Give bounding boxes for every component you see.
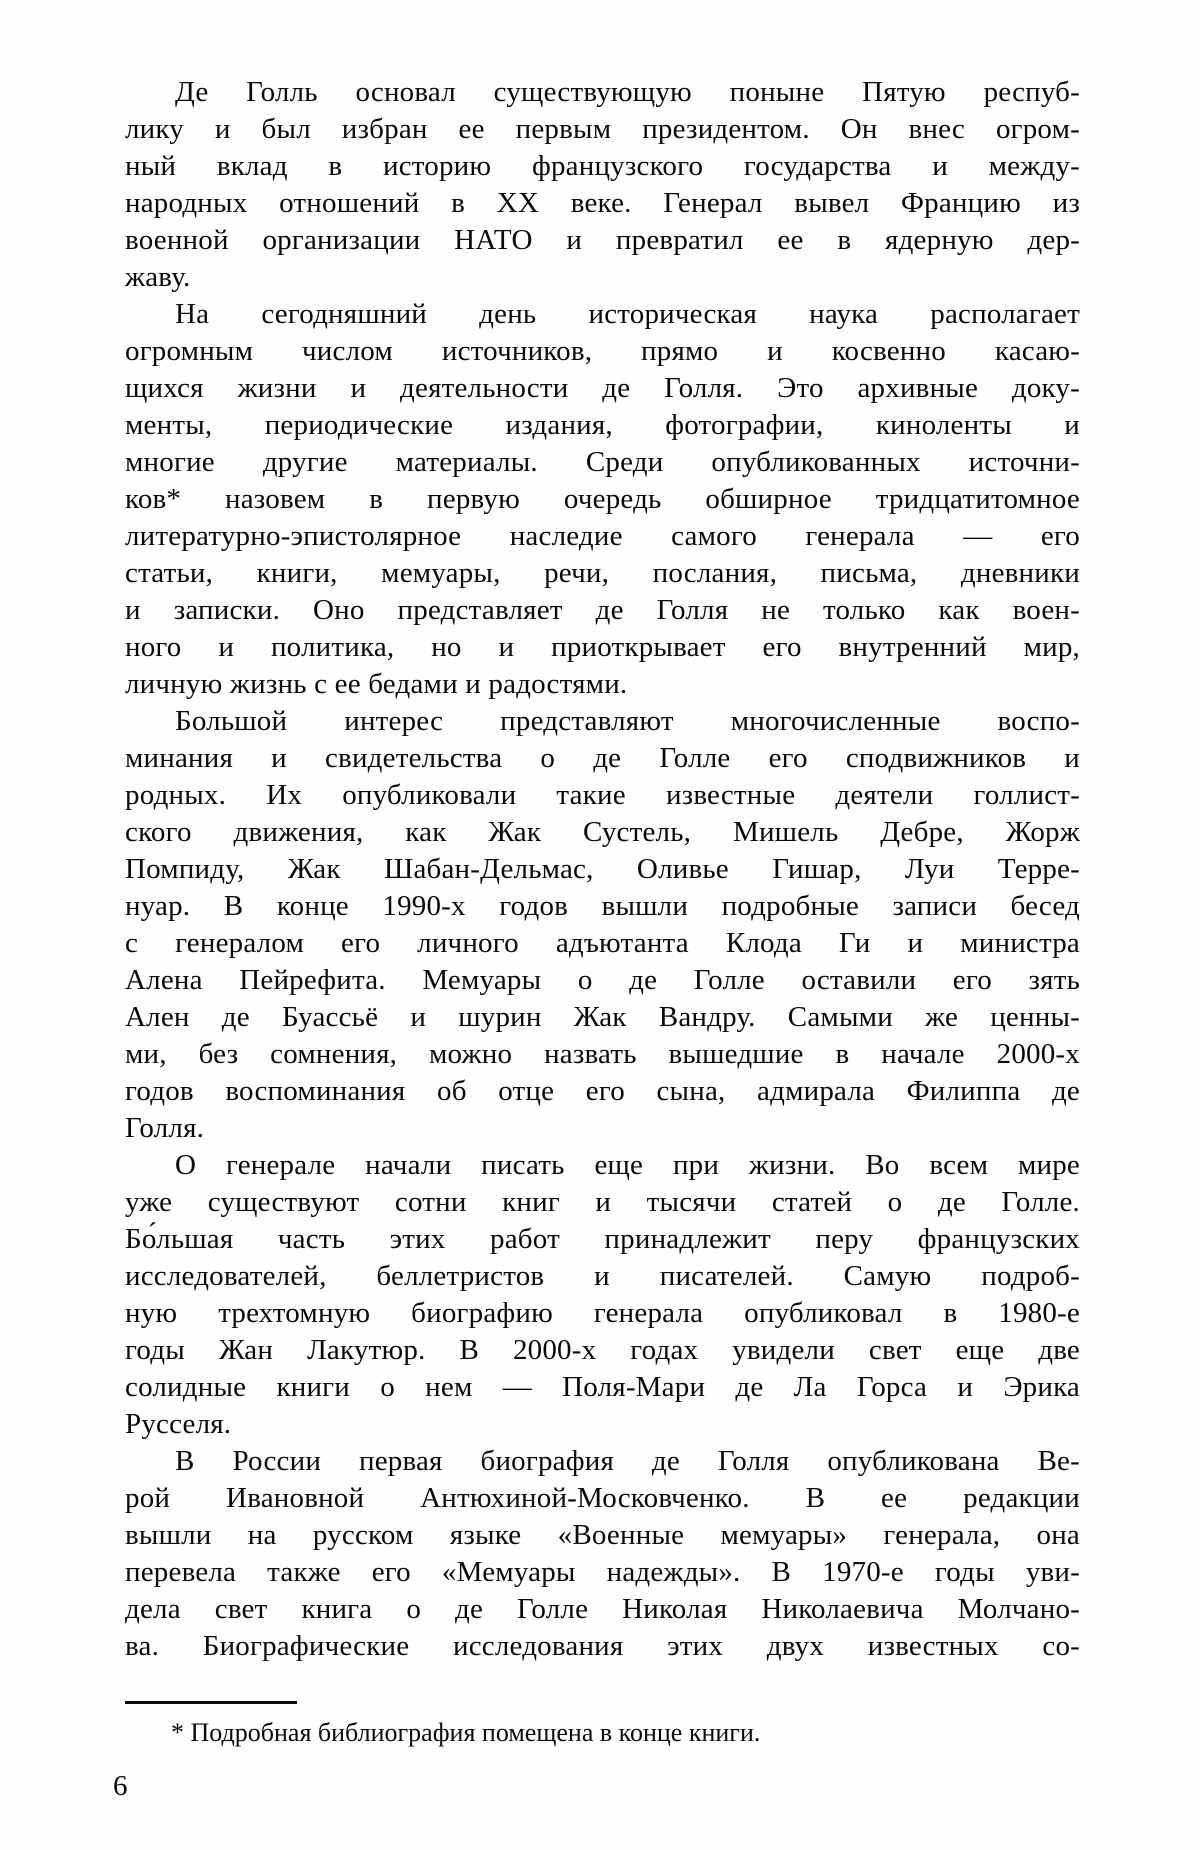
text-line: вышли на русском языке «Военные мемуары» генерала, она (125, 1519, 1080, 1551)
text-line: Помпиду, Жак Шабан-Дельмас, Оливье Гишар, Луи Терре- (125, 853, 1080, 885)
text-line: родных. Их опубликовали такие известные деятели голлист- (125, 779, 1080, 811)
text-line: щихся жизни и деятельности де Голля. Это архивные доку- (125, 372, 1080, 404)
text-line: огромным числом источников, прямо и косвенно касаю- (125, 335, 1080, 367)
text-line: Русселя. (125, 1408, 232, 1440)
text-line: ского движения, как Жак Сустель, Мишель Дебре, Жорж (125, 816, 1080, 848)
text-line: минания и свидетельства о де Голле его сподвижников и (125, 742, 1080, 774)
text-line: дела свет книга о де Голле Николая Николаевича Молчано- (125, 1593, 1080, 1625)
text-line: военной организации НАТО и превратил ее в ядерную дер- (125, 224, 1080, 256)
text-line: годы Жан Лакутюр. В 2000-х годах увидели свет еще две (125, 1334, 1080, 1366)
body-text (125, 74, 1080, 1665)
text-line: ва. Биографические исследования этих двух известных со- (125, 1630, 1080, 1662)
text-line: жаву. (125, 261, 191, 293)
text-line: ми, без сомнения, можно назвать вышедшие в начале 2000-х (125, 1038, 1080, 1070)
text-line: Большой интерес представляют многочисленные воспо- (175, 705, 1080, 737)
text-line: уже существуют сотни книг и тысячи статей о де Голле. (125, 1186, 1080, 1218)
text-line: На сегодняшний день историческая наука располагает (175, 298, 1080, 330)
text-line: Голля. (125, 1112, 205, 1144)
page-number: 6 (113, 1770, 128, 1802)
text-line: менты, периодические издания, фотографии, киноленты и (125, 409, 1080, 441)
text-line: личную жизнь с ее бедами и радостями. (125, 668, 628, 700)
text-line: О генерале начали писать еще при жизни. Во всем мире (175, 1149, 1080, 1181)
footnote-text: * Подробная библиография помещена в конце книги. (171, 1718, 761, 1747)
text-line: многие другие материалы. Среди опубликованных источни- (125, 446, 1080, 478)
footnote-divider (125, 1701, 297, 1704)
text-line: исследователей, беллетристов и писателей. Самую подроб- (125, 1260, 1080, 1292)
text-line: Ален де Буассьё и шурин Жак Вандру. Самыми же ценны- (125, 1001, 1080, 1033)
text-line: перевела также его «Мемуары надежды». В 1970-е годы уви- (125, 1556, 1080, 1588)
text-line: ную трехтомную биографию генерала опубликовал в 1980-е (125, 1297, 1080, 1329)
text-line: и записки. Оно представляет де Голля не только как воен- (125, 594, 1080, 626)
text-line: ного и политика, но и приоткрывает его внутренний мир, (125, 631, 1080, 663)
text-line: статьи, книги, мемуары, речи, послания, письма, дневники (125, 557, 1080, 589)
text-line: солидные книги о нем — Поля-Мари де Ла Горса и Эрика (125, 1371, 1080, 1403)
text-line: В России первая биография де Голля опубликована Ве- (175, 1445, 1080, 1477)
text-line: Алена Пейрефита. Мемуары о де Голле оставили его зять (125, 964, 1080, 996)
text-line: народных отношений в XX веке. Генерал вывел Францию из (125, 187, 1080, 219)
text-line: лику и был избран ее первым президентом. Он внес огром- (125, 113, 1080, 145)
text-line: годов воспоминания об отце его сына, адмирала Филиппа де (125, 1075, 1080, 1107)
text-line: литературно-эпистолярное наследие самого генерала — его (125, 520, 1080, 552)
text-line: рой Ивановной Антюхиной-Московченко. В ее редакции (125, 1482, 1080, 1514)
text-line: нуар. В конце 1990-х годов вышли подробные записи бесед (125, 890, 1080, 922)
text-line: с генералом его личного адъютанта Клода Ги и министра (125, 927, 1080, 959)
text-line: ков* назовем в первую очередь обширное тридцатитомное (125, 483, 1080, 515)
text-line: Бо́льшая часть этих работ принадлежит перу французских (125, 1223, 1080, 1255)
text-line: Де Голль основал существующую поныне Пятую респуб- (175, 76, 1080, 108)
text-line: ный вклад в историю французского государства и между- (125, 150, 1080, 182)
